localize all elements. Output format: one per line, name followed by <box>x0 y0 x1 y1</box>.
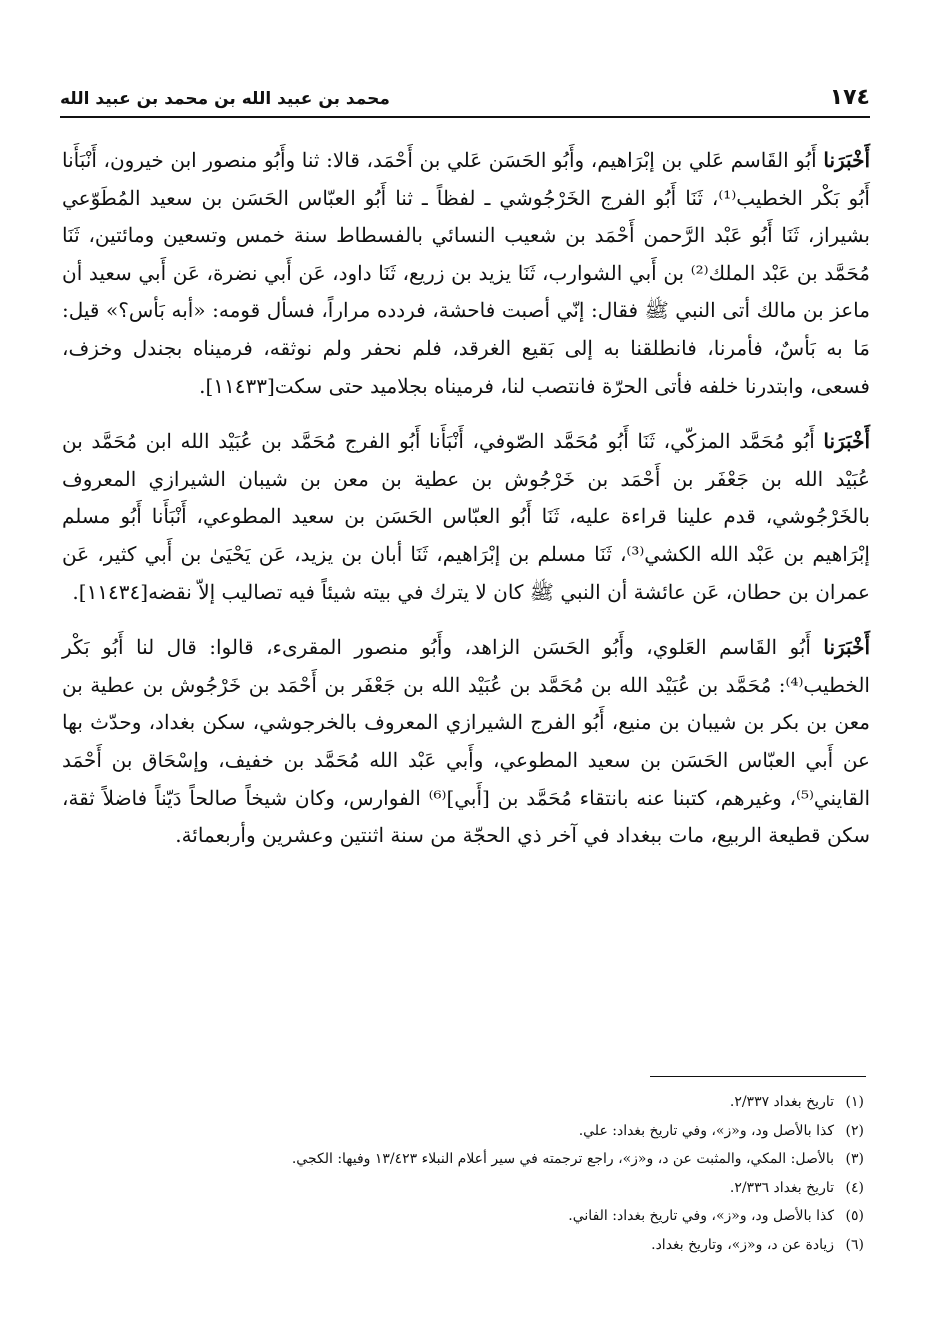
footnote-number: (٣) <box>845 1151 864 1167</box>
paragraph-lead: أَخْبَرَنا <box>823 429 870 454</box>
paragraph-3 <box>62 629 870 855</box>
footnote-number: (٢) <box>845 1122 864 1139</box>
footnote-number: (١) <box>845 1094 864 1110</box>
paragraph-2 <box>62 423 870 611</box>
paragraph-lead: أَخْبَرَنا <box>823 635 870 660</box>
footnote <box>62 1088 864 1117</box>
page-number: ١٧٤ <box>829 85 870 110</box>
footnote-text: تاريخ بغداد ٢/٣٣٧. <box>729 1094 834 1110</box>
footnote-number: (٤) <box>845 1179 864 1196</box>
running-title: محمد بن عبيد الله بن محمد بن عبيد الله <box>60 89 390 109</box>
page-header <box>60 76 870 118</box>
footnote <box>62 1202 864 1231</box>
paragraph-body: أَبُو القَاسم عَلي بن إبْرَاهيم، وأَبُو الحَسَن عَلي بن أَحْمَد، قالا: ثنا وأَبُو منصور ابن خيرون، أَنْبَأَنا أَبُو بَكْر الخطيب⁽¹⁾، ثَنَا أَبُو الفرج الخَرْجُوشي ـ لفظاً ـ ثنا أَبُو العبّاس الحَسَن بن سعيد المُطَوّعي بشيراز، ثَنَا أَبُو عَبْد الرَّحمن أَحْمَد بن شعيب النسائي بالفسطاط سنة خمس وتسعين ومائتين، ثَنَا مُحَمَّد بن عَبْد الملك⁽²⁾ بن أَبي الشوارب، ثَنَا يزيد بن زريع، ثَنَا داود، عَن أَبي نضرة، عَن أَبي سعيد أن ماعز بن مالك أتى النبي ﷺ فقال: إنّي أصبت فاحشة، فردده مراراً، فسأل قومه: «أبه بَأس؟» قيل: مَا به بَأسٌ، فأمرنا، فانطلقنا به إلى بَقيع الغرقد، فلم نحفر ولم نوثقه، فرميناه بجندل وخزف، فسعى، وابتدرنا خلفه فأتى الحرّة فانتصب لنا، فرميناه بجلاميد حتى سكت[١١٤٣٣]. <box>62 148 870 398</box>
footnote-divider <box>650 1076 866 1077</box>
footnote <box>62 1117 864 1146</box>
footnote-text: بالأصل: المكي، والمثبت عن د، و«ز»، راجع ترجمته في سير أعلام النبلاء ١٣/٤٢٣ وفيها: الكجي. <box>291 1151 834 1167</box>
footnote <box>62 1231 864 1260</box>
footnote <box>62 1145 864 1174</box>
footnote <box>62 1174 864 1203</box>
footnote-text: زيادة عن د، و«ز»، وتاريخ بغداد. <box>651 1236 834 1253</box>
footnote-text: كذا بالأصل ود، و«ز»، وفي تاريخ بغداد: الفاني. <box>568 1208 834 1224</box>
footnote-text: كذا بالأصل ود، و«ز»، وفي تاريخ بغداد: علي. <box>578 1122 834 1139</box>
footnote-text: تاريخ بغداد ٢/٣٣٦. <box>729 1179 834 1196</box>
paragraph-lead: أَخْبَرَنا <box>823 148 870 172</box>
paragraph-1 <box>62 142 870 405</box>
paragraph-body: أَبُو مُحَمَّد المزكّي، ثَنَا أَبُو مُحَمَّد الصّوفي، أَنْبَأَنا أَبُو الفرج مُحَمَّد بن عُبَيْد الله ابن مُحَمَّد بن عُبَيْد الله بن جَعْفَر بن أَحْمَد بن خَرْجُوش بن عطية بن معن بن شيبان الشيرازي المعروف بالخَرْجُوشي، قدم علينا قراءة عليه، ثَنَا أَبُو العبّاس الحَسَن بن سعيد المطوعي، أَنْبَأَنا أَبُو مسلم إبْرَاهيم بن عَبْد الله الكشي⁽³⁾، ثَنَا مسلم بن إبْرَاهيم، ثَنَا أبان بن يزيد، عَن يَحْيَىٰ بن أَبي كثير، عَن عمران بن حطان، عَن عائشة أن النبي ﷺ كان لا يترك في بيته شيئاً فيه تصاليب إلاّ نقضه[١١٤٣٤]. <box>62 429 870 604</box>
footnote-number: (٥) <box>845 1208 864 1224</box>
main-text <box>62 142 870 873</box>
paragraph-body: أَبُو القَاسم العَلوي، وأَبُو الحَسَن الزاهد، وأَبُو منصور المقرىء، قالوا: قال لنا أَبُو بَكْر الخطيب⁽⁴⁾: مُحَمَّد بن عُبَيْد الله بن مُحَمَّد بن عُبَيْد الله بن جَعْفَر بن أَحْمَد بن خَرْجُوش بن عطية بن معن بن بكر بن شيبان بن منيع، أَبُو الفرج الشيرازي المعروف بالخرجوشي، سكن بغداد، وحدّث بها عن أَبي العبّاس الحَسَن بن سعيد المطوعي، وأَبي عَبْد الله مُحَمَّد بن خفيف، وإسْحَاق بن أَحْمَد القايني⁽⁵⁾، وغيرهم، كتبنا عنه بانتقاء مُحَمَّد بن [أَبي]⁽⁶⁾ الفوارس، وكان شيخاً صالحاً دَيّناً فاضلاً ثقة، سكن قطيعة الربيع، مات ببغداد في آخر ذي الحجّة من سنة اثنتين وعشرين وأربعمائة. <box>62 635 871 848</box>
footnotes <box>62 1088 864 1259</box>
footnote-number: (٦) <box>845 1236 864 1253</box>
